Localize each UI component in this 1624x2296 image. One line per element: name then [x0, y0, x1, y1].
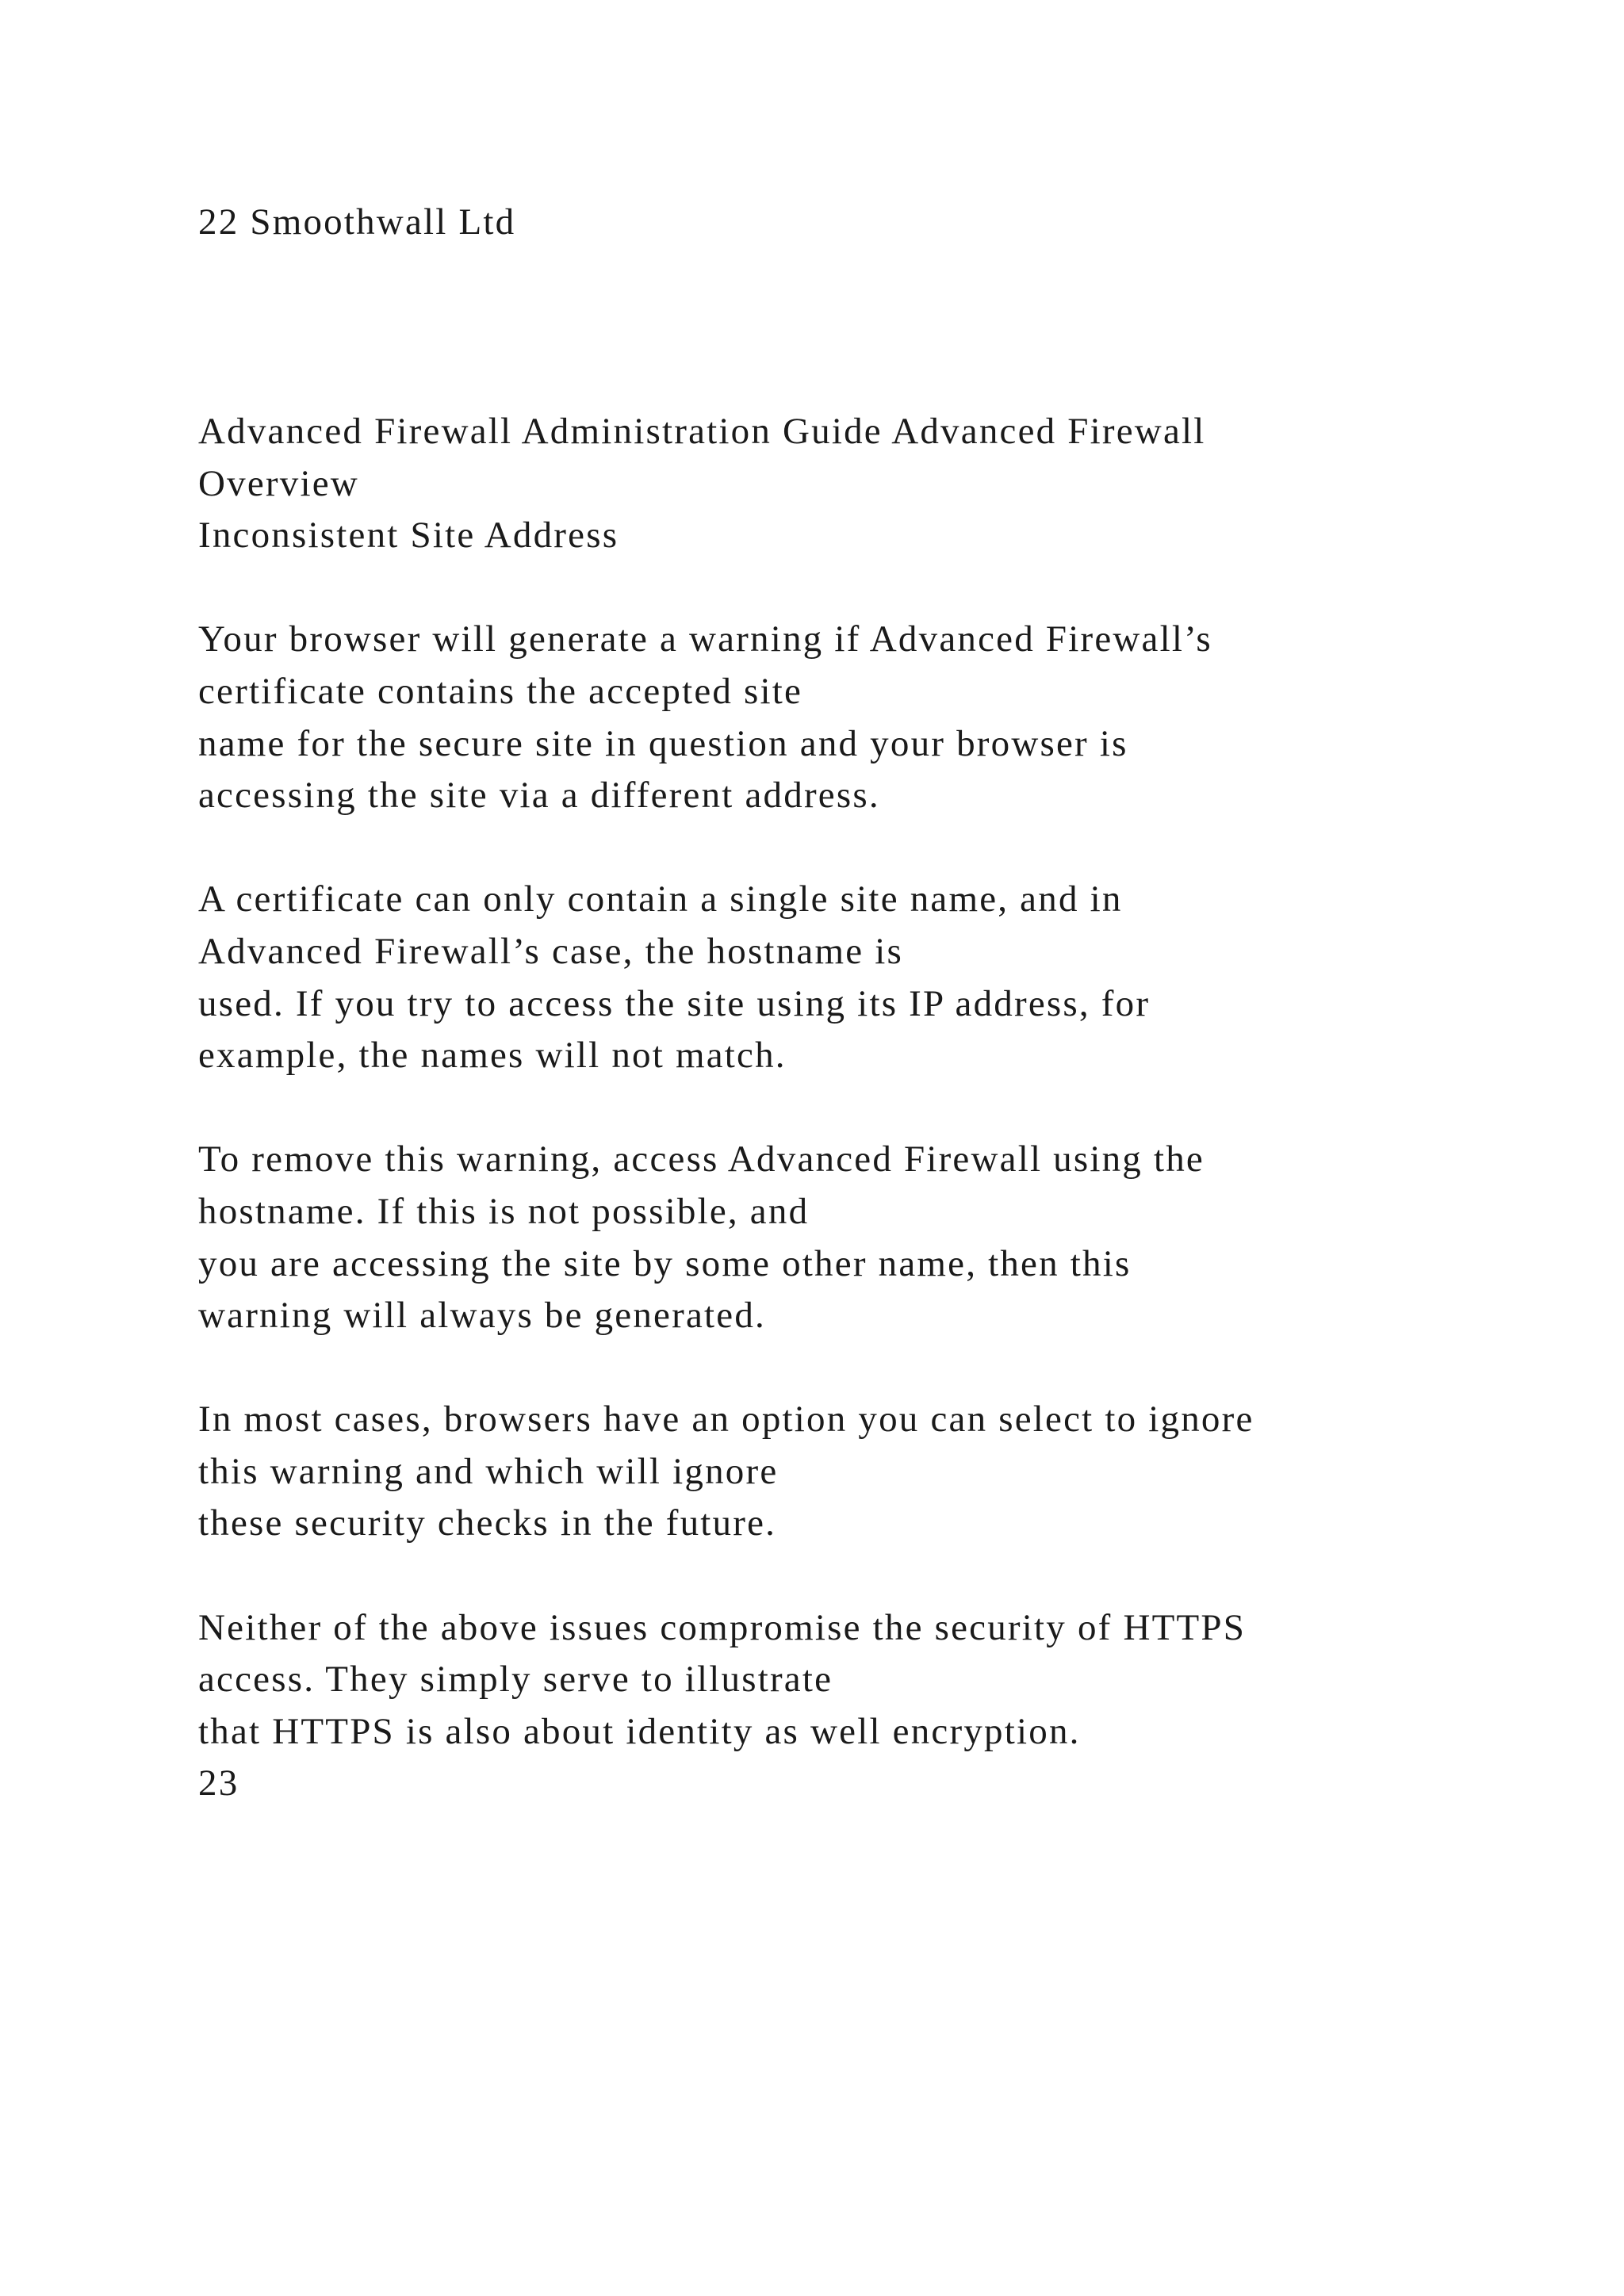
paragraph-1-line-1: Your browser will generate a warning if Advanced Firewall’s	[198, 618, 1212, 660]
paragraph-4-line-1: In most cases, browsers have an option you can select to ignore	[198, 1399, 1254, 1441]
paragraph-3-line-2: hostname. If this is not possible, and	[198, 1190, 810, 1232]
paragraph-5-line-3: that HTTPS is also about identity as well encryption.	[198, 1710, 1081, 1752]
paragraph-1-line-4: accessing the site via a different address.	[198, 775, 880, 817]
paragraph-4-line-3: these security checks in the future.	[198, 1502, 777, 1544]
paragraph-4-line-2: this warning and which will ignore	[198, 1450, 779, 1492]
running-head: 22 Smoothwall Ltd	[198, 201, 516, 243]
paragraph-2-line-3: used. If you try to access the site using its IP address, for	[198, 982, 1151, 1024]
blank-line	[198, 562, 1546, 614]
section-heading: Inconsistent Site Address	[198, 515, 619, 557]
paragraph-3-line-1: To remove this warning, access Advanced Firewall using the	[198, 1138, 1205, 1181]
blank-line	[198, 1082, 1546, 1135]
paragraph-3-line-4: warning will always be generated.	[198, 1295, 767, 1337]
paragraph-1-line-3: name for the secure site in question and your browser is	[198, 722, 1128, 764]
paragraph-2-line-1: A certificate can only contain a single site name, and in	[198, 878, 1123, 920]
document-title-line-1: Advanced Firewall Administration Guide Advanced Firewall	[198, 411, 1206, 452]
paragraph-2-line-4: example, the names will not match.	[198, 1035, 787, 1077]
page-number: 23	[198, 1762, 239, 1804]
document-body	[198, 406, 1546, 1810]
document-title-line-2: Overview	[198, 462, 359, 504]
blank-line	[198, 1550, 1546, 1602]
paragraph-1-line-2: certificate contains the accepted site	[198, 670, 803, 712]
paragraph-5-line-2: access. They simply serve to illustrate	[198, 1659, 833, 1701]
paragraph-3-line-3: you are accessing the site by some other name, then this	[198, 1242, 1132, 1284]
paragraph-5-line-1: Neither of the above issues compromise the security of HTTPS	[198, 1606, 1247, 1648]
blank-line	[198, 822, 1546, 874]
blank-line	[198, 1342, 1546, 1395]
paragraph-2-line-2: Advanced Firewall’s case, the hostname is	[198, 930, 903, 972]
